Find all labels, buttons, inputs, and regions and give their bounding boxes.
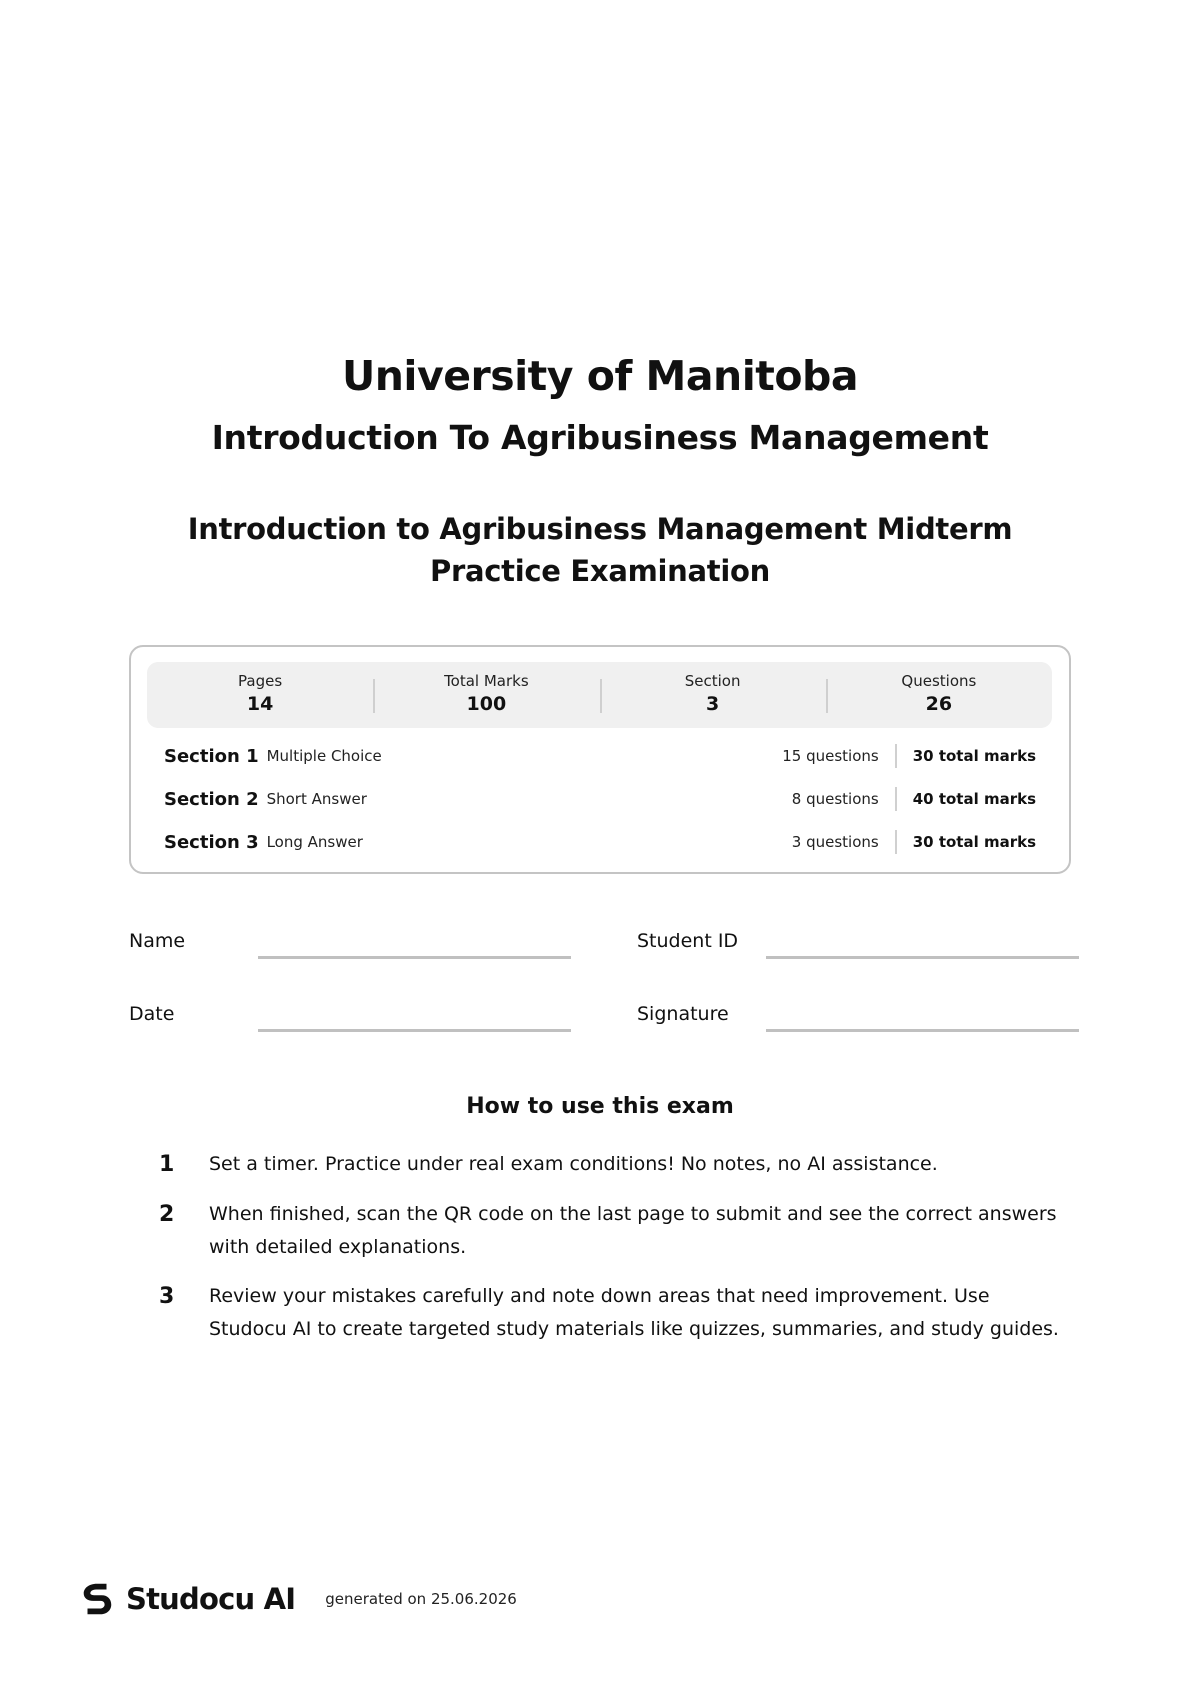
section-question-count: 3 questions <box>791 833 879 851</box>
section-name: Section 3 <box>164 831 259 853</box>
section-meta <box>782 744 1036 768</box>
course-title: Introduction To Agribusiness Management <box>211 418 989 457</box>
howto-steps <box>159 1148 1059 1362</box>
step-text: Review your mistakes carefully and note down areas that need improvement. Use Studocu AI to create targeted study materials like quizzes, summaries, and study guides. <box>209 1285 1059 1340</box>
step-number: 3 <box>159 1284 175 1309</box>
section-meta <box>792 830 1036 854</box>
list-item <box>159 1280 1059 1346</box>
studocu-logo-icon <box>78 1580 116 1618</box>
brand-name: Studocu AI <box>126 1582 296 1616</box>
step-text: When finished, scan the QR code on the last page to submit and see the correct answers with detailed explanations. <box>209 1203 1057 1258</box>
stat-label: Questions <box>901 672 977 690</box>
section-name: Section 1 <box>164 745 259 767</box>
generated-date: generated on 25.06.2026 <box>325 1590 517 1608</box>
stat-pages <box>147 662 373 728</box>
stat-value: 14 <box>246 693 274 715</box>
section-marks: 40 total marks <box>912 790 1036 808</box>
step-number: 2 <box>159 1202 175 1227</box>
stat-total-marks <box>373 662 599 728</box>
howto-heading: How to use this exam <box>466 1094 734 1119</box>
section-question-count: 8 questions <box>791 790 879 808</box>
section-meta <box>792 787 1036 811</box>
section-type: Multiple Choice <box>266 747 382 765</box>
section-row-2 <box>164 784 1036 814</box>
section-type: Long Answer <box>266 833 363 851</box>
student-id-input-line[interactable] <box>766 956 1079 959</box>
section-type: Short Answer <box>266 790 367 808</box>
section-marks: 30 total marks <box>912 833 1036 851</box>
stat-label: Pages <box>238 672 283 690</box>
stat-section <box>600 662 826 728</box>
list-item <box>159 1198 1059 1264</box>
stats-bar <box>147 662 1052 728</box>
list-item <box>159 1148 1059 1182</box>
footer <box>78 1580 517 1618</box>
step-text: Set a timer. Practice under real exam conditions! No notes, no AI assistance. <box>209 1153 938 1175</box>
stat-value: 3 <box>706 693 720 715</box>
signature-input-line[interactable] <box>766 1029 1079 1032</box>
date-input-line[interactable] <box>258 1029 571 1032</box>
stat-label: Total Marks <box>444 672 529 690</box>
section-row-1 <box>164 741 1036 771</box>
section-marks: 30 total marks <box>912 747 1036 765</box>
section-question-count: 15 questions <box>782 747 879 765</box>
student-id-label: Student ID <box>637 930 739 952</box>
step-number: 1 <box>159 1152 175 1177</box>
exam-summary-box <box>129 645 1071 874</box>
stat-questions <box>826 662 1052 728</box>
section-name: Section 2 <box>164 788 259 810</box>
stat-value: 26 <box>925 693 953 715</box>
stat-value: 100 <box>466 693 507 715</box>
stat-label: Section <box>684 672 741 690</box>
name-input-line[interactable] <box>258 956 571 959</box>
section-row-3 <box>164 827 1036 857</box>
exam-title: Introduction to Agribusiness Management Midterm Practice Examination <box>187 512 1013 588</box>
date-label: Date <box>129 1003 175 1025</box>
signature-label: Signature <box>637 1003 729 1025</box>
university-name: University of Manitoba <box>341 352 859 400</box>
name-label: Name <box>129 930 186 952</box>
